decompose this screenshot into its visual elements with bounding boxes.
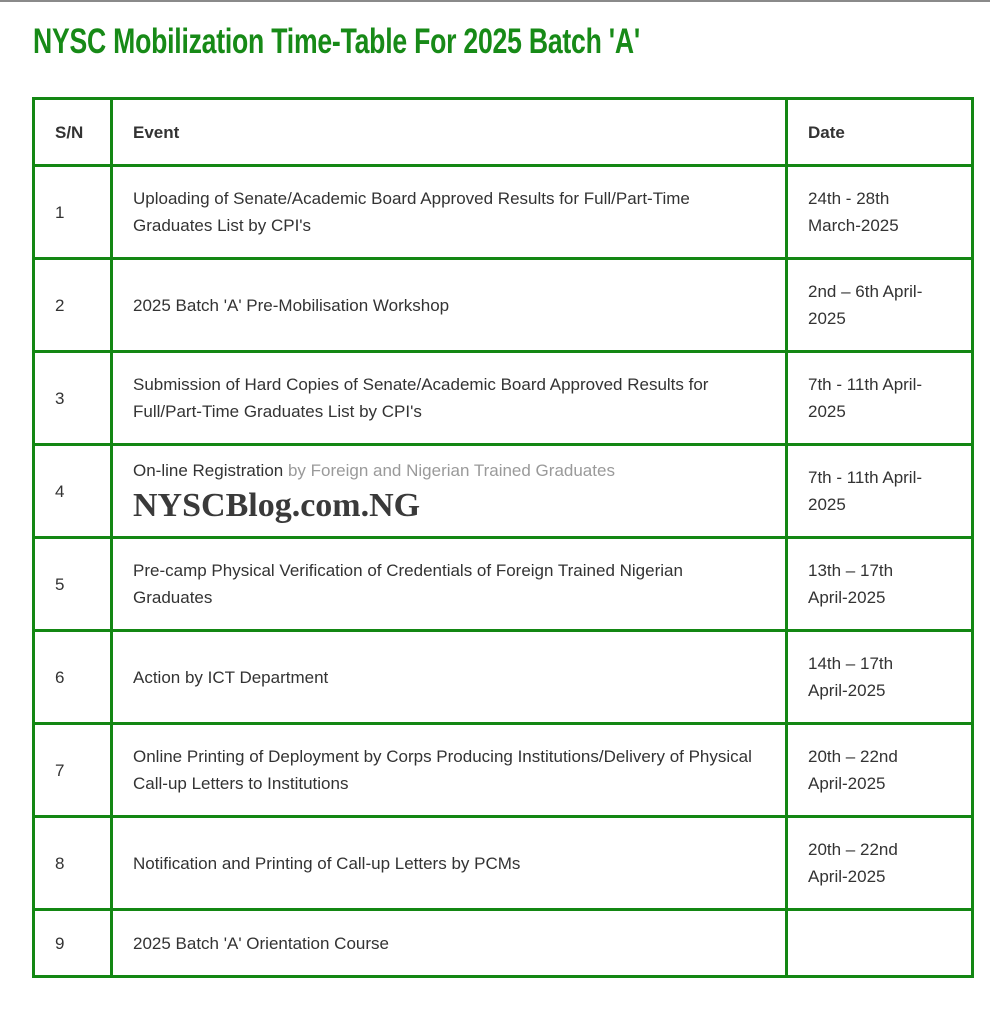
cell-date: 20th – 22nd April-2025 bbox=[787, 817, 973, 910]
cell-sn: 7 bbox=[34, 724, 112, 817]
table-row bbox=[34, 631, 973, 724]
header-sn: S/N bbox=[34, 99, 112, 166]
table-row bbox=[34, 259, 973, 352]
cell-date: 14th – 17th April-2025 bbox=[787, 631, 973, 724]
table-row bbox=[34, 910, 973, 977]
cell-date: 2nd – 6th April- 2025 bbox=[787, 259, 973, 352]
table-row bbox=[34, 538, 973, 631]
cell-sn: 5 bbox=[34, 538, 112, 631]
cell-date: 7th - 11th April- 2025 bbox=[787, 445, 973, 538]
cell-date bbox=[787, 910, 973, 977]
cell-date: 20th – 22nd April-2025 bbox=[787, 724, 973, 817]
cell-event: Submission of Hard Copies of Senate/Academic Board Approved Results for Full/Part-Time Graduates List by CPI's bbox=[112, 352, 787, 445]
table-row bbox=[34, 817, 973, 910]
cell-event: Pre-camp Physical Verification of Credentials of Foreign Trained Nigerian Graduates bbox=[112, 538, 787, 631]
cell-sn: 2 bbox=[34, 259, 112, 352]
event-text: On-line Registration bbox=[133, 460, 284, 480]
watermark: NYSCBlog.com.NG bbox=[133, 486, 421, 524]
cell-event: 2025 Batch 'A' Orientation Course bbox=[112, 910, 787, 977]
event-line bbox=[133, 457, 765, 484]
cell-sn: 8 bbox=[34, 817, 112, 910]
cell-event bbox=[112, 445, 787, 538]
cell-event: Uploading of Senate/Academic Board Approved Results for Full/Part-Time Graduates List by CPI's bbox=[112, 166, 787, 259]
cell-event: Action by ICT Department bbox=[112, 631, 787, 724]
table-row bbox=[34, 352, 973, 445]
cell-date: 24th - 28th March-2025 bbox=[787, 166, 973, 259]
cell-date: 7th - 11th April- 2025 bbox=[787, 352, 973, 445]
cell-sn: 3 bbox=[34, 352, 112, 445]
cell-date: 13th – 17th April-2025 bbox=[787, 538, 973, 631]
page-title: NYSC Mobilization Time-Table For 2025 Batch 'A' bbox=[33, 22, 640, 61]
table-row bbox=[34, 166, 973, 259]
table-row bbox=[34, 724, 973, 817]
top-divider bbox=[0, 0, 990, 2]
header-date: Date bbox=[787, 99, 973, 166]
event-text-obscured: by Foreign and Nigerian Trained Graduates bbox=[283, 460, 615, 480]
table-header-row bbox=[34, 99, 973, 166]
cell-event: Online Printing of Deployment by Corps Producing Institutions/Delivery of Physical Call-up Letters to Institutions bbox=[112, 724, 787, 817]
cell-sn: 4 bbox=[34, 445, 112, 538]
cell-sn: 9 bbox=[34, 910, 112, 977]
cell-event: Notification and Printing of Call-up Letters by PCMs bbox=[112, 817, 787, 910]
table-row bbox=[34, 445, 973, 538]
timetable bbox=[32, 97, 974, 978]
cell-sn: 6 bbox=[34, 631, 112, 724]
cell-event: 2025 Batch 'A' Pre-Mobilisation Workshop bbox=[112, 259, 787, 352]
header-event: Event bbox=[112, 99, 787, 166]
cell-sn: 1 bbox=[34, 166, 112, 259]
